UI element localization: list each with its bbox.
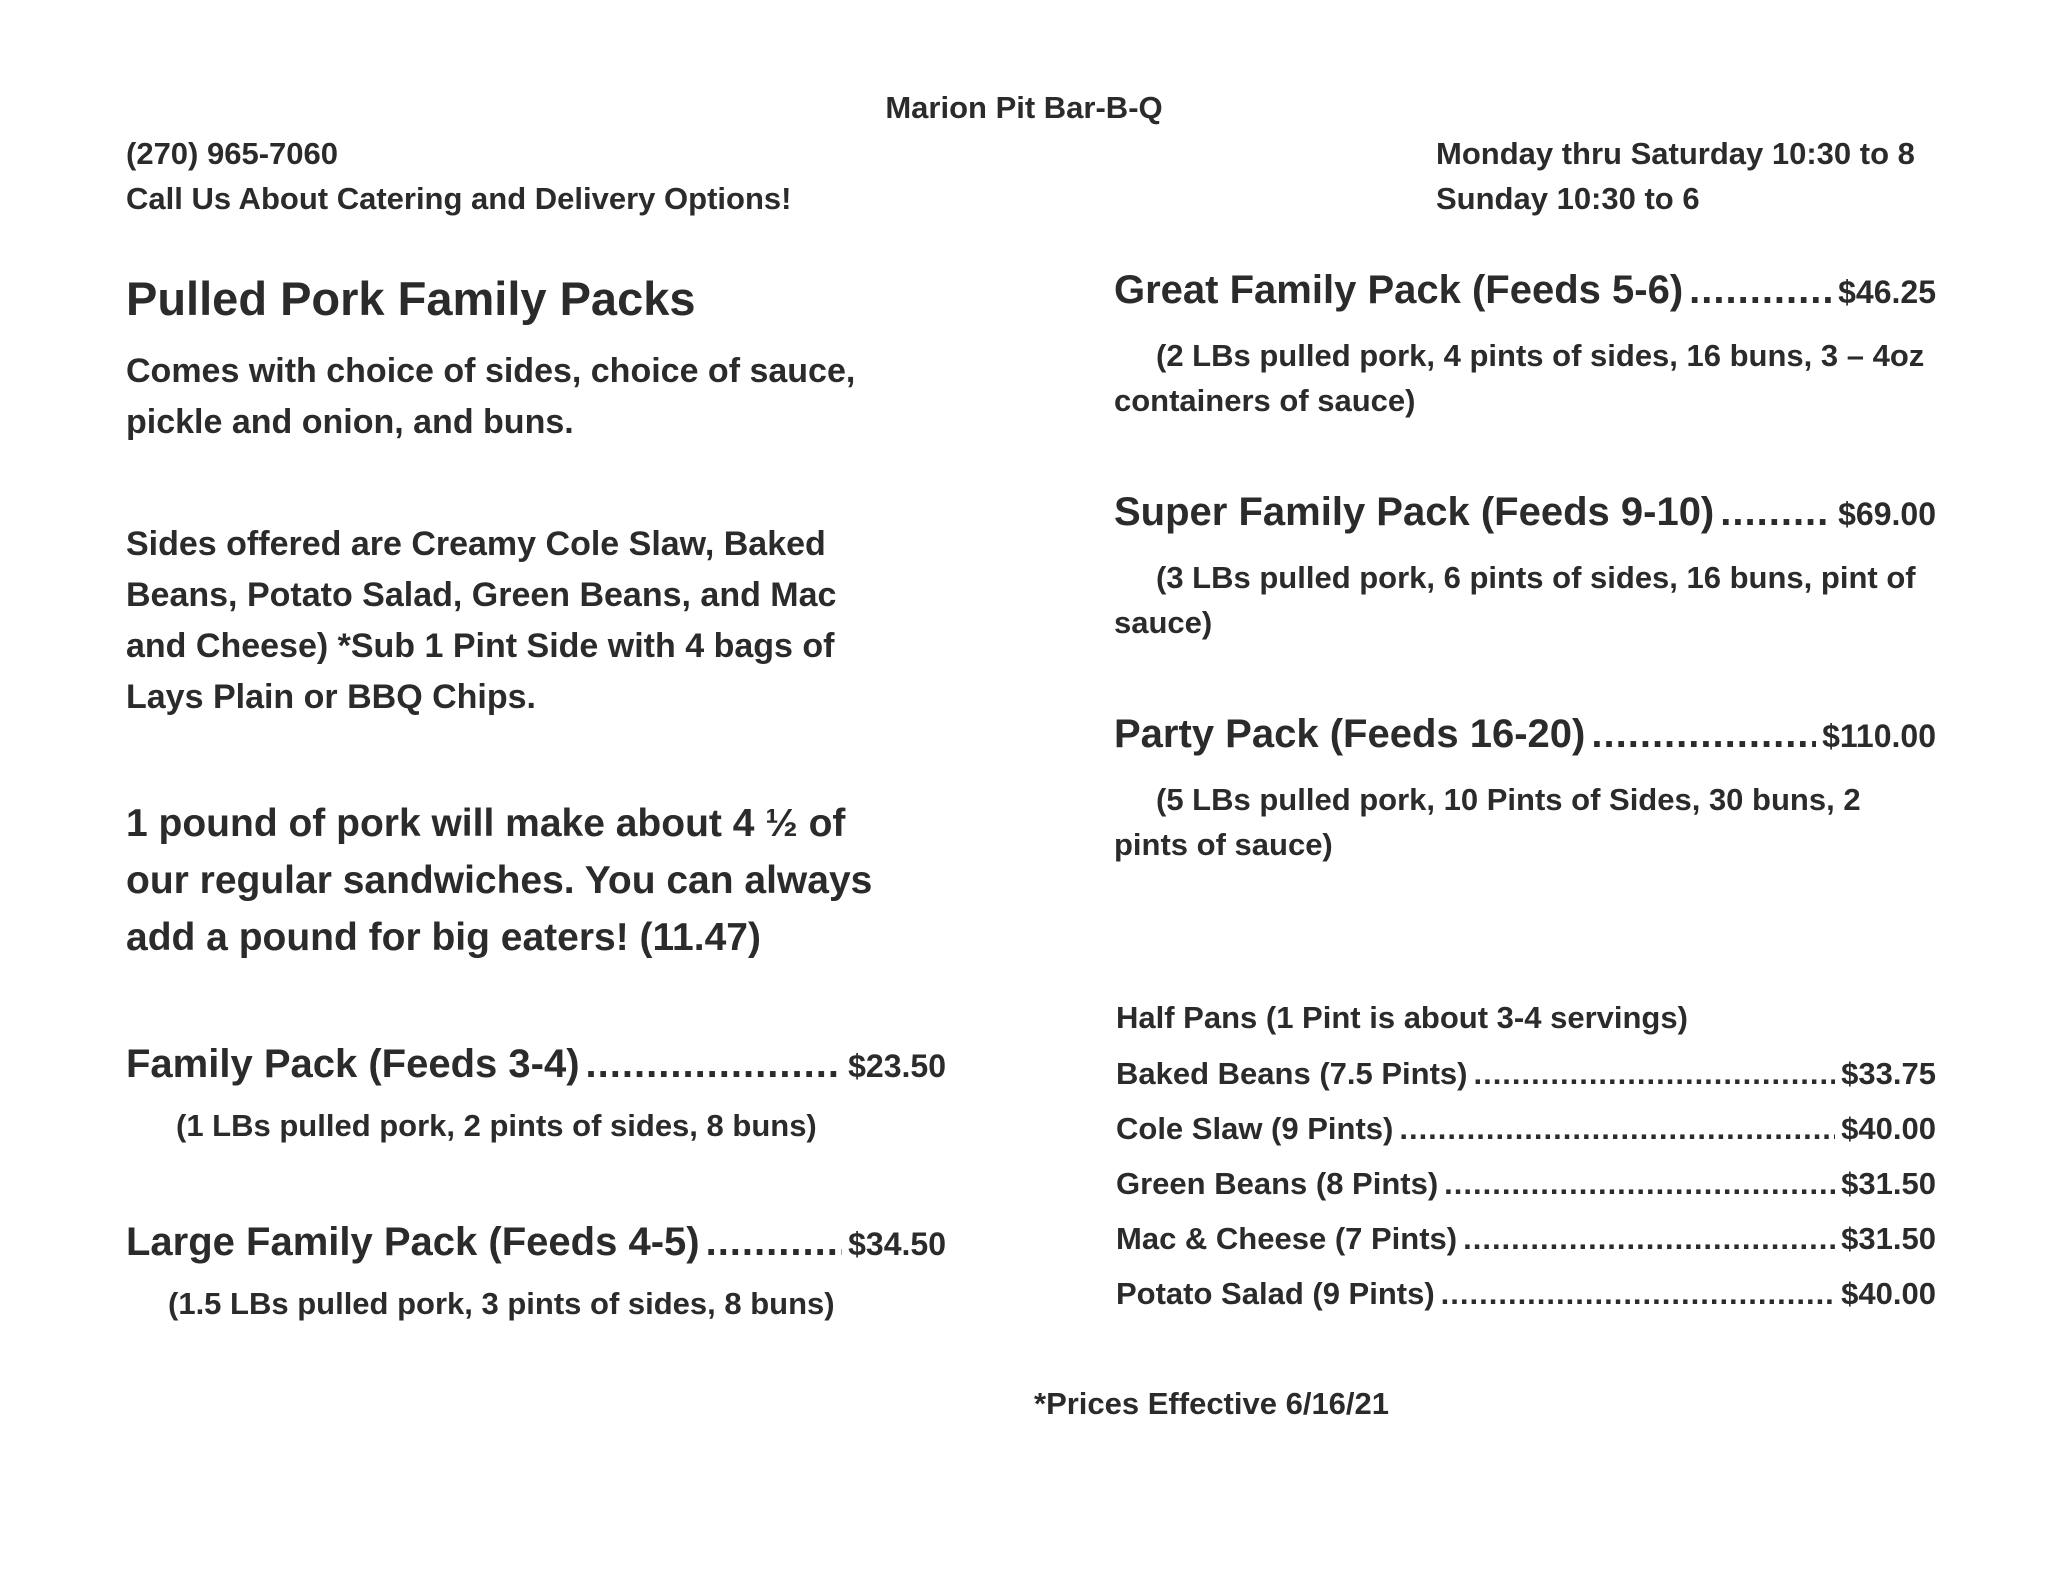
note-line: add a pound for big eaters! (11.47): [126, 916, 761, 959]
half-pan-row: [1116, 1056, 1936, 1092]
pack-row-super-family: [1114, 490, 1936, 535]
sides-line: and Cheese) *Sub 1 Pint Side with 4 bags of: [126, 627, 835, 665]
hours-sunday: Sunday 10:30 to 6: [1436, 181, 1700, 216]
leader-dots: [1463, 1221, 1835, 1257]
sides-line: Lays Plain or BBQ Chips.: [126, 678, 536, 716]
sides-line: Sides offered are Creamy Cole Slaw, Baked: [126, 525, 826, 563]
pack-price: $69.00: [1838, 496, 1936, 532]
leader-dots: [1473, 1056, 1835, 1092]
half-pan-row: [1116, 1221, 1936, 1257]
pack-description: (1 LBs pulled pork, 2 pints of sides, 8 buns): [176, 1108, 817, 1143]
pack-description: (1.5 LBs pulled pork, 3 pints of sides, 8 buns): [168, 1286, 835, 1321]
contact-block: [126, 131, 791, 221]
half-pan-price: $40.00: [1841, 1276, 1936, 1311]
pack-row-family: [126, 1042, 946, 1087]
half-pan-price: $33.75: [1841, 1056, 1936, 1091]
sides-text: [126, 519, 836, 723]
half-pan-name: Cole Slaw (9 Pints): [1116, 1111, 1394, 1146]
section-title: Pulled Pork Family Packs: [126, 272, 696, 325]
business-name: Marion Pit Bar-B-Q: [885, 90, 1163, 125]
pack-price: $23.50: [848, 1048, 946, 1084]
half-pan-name: Baked Beans (7.5 Pints): [1116, 1056, 1468, 1091]
leader-dots: [1444, 1166, 1835, 1202]
pack-name: Family Pack (Feeds 3-4): [126, 1042, 580, 1086]
half-pan-row: [1116, 1276, 1936, 1312]
sides-line: Beans, Potato Salad, Green Beans, and Mac: [126, 576, 837, 614]
half-pan-price: $31.50: [1841, 1221, 1936, 1256]
pack-description: (5 LBs pulled pork, 10 Pints of Sides, 30 buns, 2 pints of sauce): [1114, 782, 1861, 862]
half-pan-price: $31.50: [1841, 1166, 1936, 1201]
pack-price: $46.25: [1838, 274, 1936, 310]
half-pan-row: [1116, 1111, 1936, 1147]
leader-dots: [1399, 1111, 1835, 1147]
leader-dots: [706, 1220, 843, 1265]
half-pan-price: $40.00: [1841, 1111, 1936, 1146]
pack-name: Party Pack (Feeds 16-20): [1114, 712, 1586, 756]
catering-note: Call Us About Catering and Delivery Options!: [126, 181, 792, 216]
intro-line: Comes with choice of sides, choice of sauce,: [126, 352, 856, 390]
half-pans-heading: Half Pans (1 Pint is about 3-4 servings): [1116, 1000, 1688, 1035]
half-pan-row: [1116, 1166, 1936, 1202]
phone-number: (270) 965-7060: [126, 136, 338, 171]
leader-dots: [1720, 490, 1832, 535]
intro-text: [126, 346, 855, 448]
note-line: 1 pound of pork will make about 4 ½ of: [126, 802, 846, 845]
half-pan-name: Mac & Cheese (7 Pints): [1116, 1221, 1458, 1256]
hours-block: [1436, 131, 1915, 221]
leader-dots: [1591, 712, 1816, 757]
pack-description: (2 LBs pulled pork, 4 pints of sides, 16 buns, 3 – 4oz containers of sauce): [1114, 338, 1925, 418]
pack-name: Large Family Pack (Feeds 4-5): [126, 1220, 700, 1264]
note-line: our regular sandwiches. You can always: [126, 859, 873, 902]
pack-name: Great Family Pack (Feeds 5-6): [1114, 268, 1684, 312]
half-pan-name: Green Beans (8 Pints): [1116, 1166, 1439, 1201]
intro-line: pickle and onion, and buns.: [126, 403, 574, 441]
leader-dots: [1689, 268, 1832, 313]
pack-row-party: [1114, 712, 1936, 757]
leader-dots: [1441, 1276, 1836, 1312]
leader-dots: [586, 1042, 843, 1087]
pack-price: $110.00: [1822, 718, 1936, 754]
pack-row-large-family: [126, 1220, 946, 1265]
pack-name: Super Family Pack (Feeds 9-10): [1114, 490, 1715, 534]
pack-description: (3 LBs pulled pork, 6 pints of sides, 16 buns, pint of sauce): [1114, 560, 1916, 640]
prices-effective-note: *Prices Effective 6/16/21: [1034, 1386, 1390, 1421]
half-pan-name: Potato Salad (9 Pints): [1116, 1276, 1435, 1311]
pack-row-great-family: [1114, 268, 1936, 313]
hours-weekday: Monday thru Saturday 10:30 to 8: [1436, 136, 1915, 171]
portion-note: [126, 795, 872, 966]
pack-price: $34.50: [848, 1226, 946, 1262]
